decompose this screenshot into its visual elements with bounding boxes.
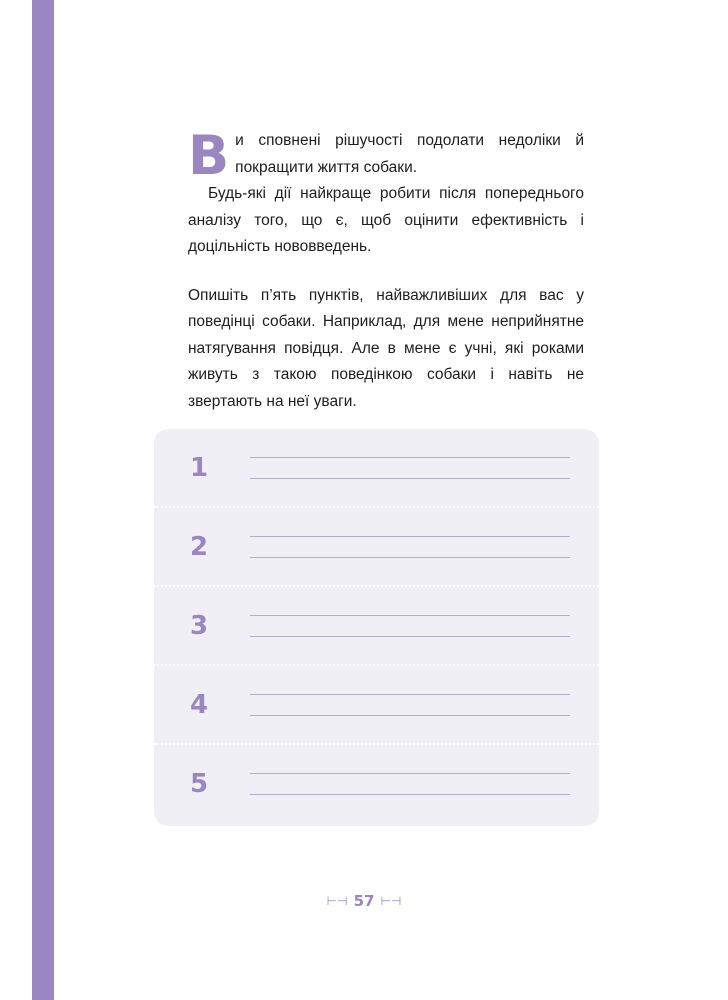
item-number: 3 [190, 611, 209, 641]
write-line[interactable] [250, 615, 570, 616]
write-line[interactable] [250, 794, 570, 795]
write-line[interactable] [250, 773, 570, 774]
worksheet-row-3 [154, 587, 599, 666]
write-line[interactable] [250, 536, 570, 537]
dropcap-letter: В [188, 124, 230, 187]
side-stripe [32, 0, 54, 1000]
worksheet-row-2 [154, 508, 599, 587]
intro-text: и сповнені рішучості подолати недоліки й покращити життя собаки. [235, 132, 584, 176]
intro-paragraph [188, 124, 584, 187]
left-ornament-icon: ⊢⊣ [326, 894, 348, 908]
write-line[interactable] [250, 694, 570, 695]
page-number-value: 57 [353, 892, 375, 910]
worksheet-card [154, 429, 599, 826]
page-number [0, 892, 728, 910]
write-line[interactable] [250, 715, 570, 716]
right-ornament-icon: ⊢⊣ [380, 894, 402, 908]
write-line[interactable] [250, 636, 570, 637]
write-line[interactable] [250, 478, 570, 479]
paragraph-instruction: Опишіть п’ять пунктів, найважливіших для вас у поведінці собаки. Наприклад, для мене неприйнятне натягування повідця. Але в мене є учні, які роками живуть з такою поведінкою собаки і навіть не звертають на неї уваги. [188, 286, 584, 410]
paragraph-analysis: Будь-які дії найкраще робити після попереднього аналізу того, що є, щоб оцінити ефективність і доцільність нововведень. [188, 185, 584, 255]
write-line[interactable] [250, 557, 570, 558]
text-block [188, 124, 584, 415]
worksheet-row-4 [154, 666, 599, 745]
item-number: 5 [190, 769, 209, 799]
worksheet-row-1 [154, 429, 599, 508]
worksheet-row-5 [154, 745, 599, 824]
paragraph-gap [188, 261, 584, 283]
write-line[interactable] [250, 457, 570, 458]
item-number: 1 [190, 453, 209, 483]
item-number: 4 [190, 690, 209, 720]
item-number: 2 [190, 532, 209, 562]
